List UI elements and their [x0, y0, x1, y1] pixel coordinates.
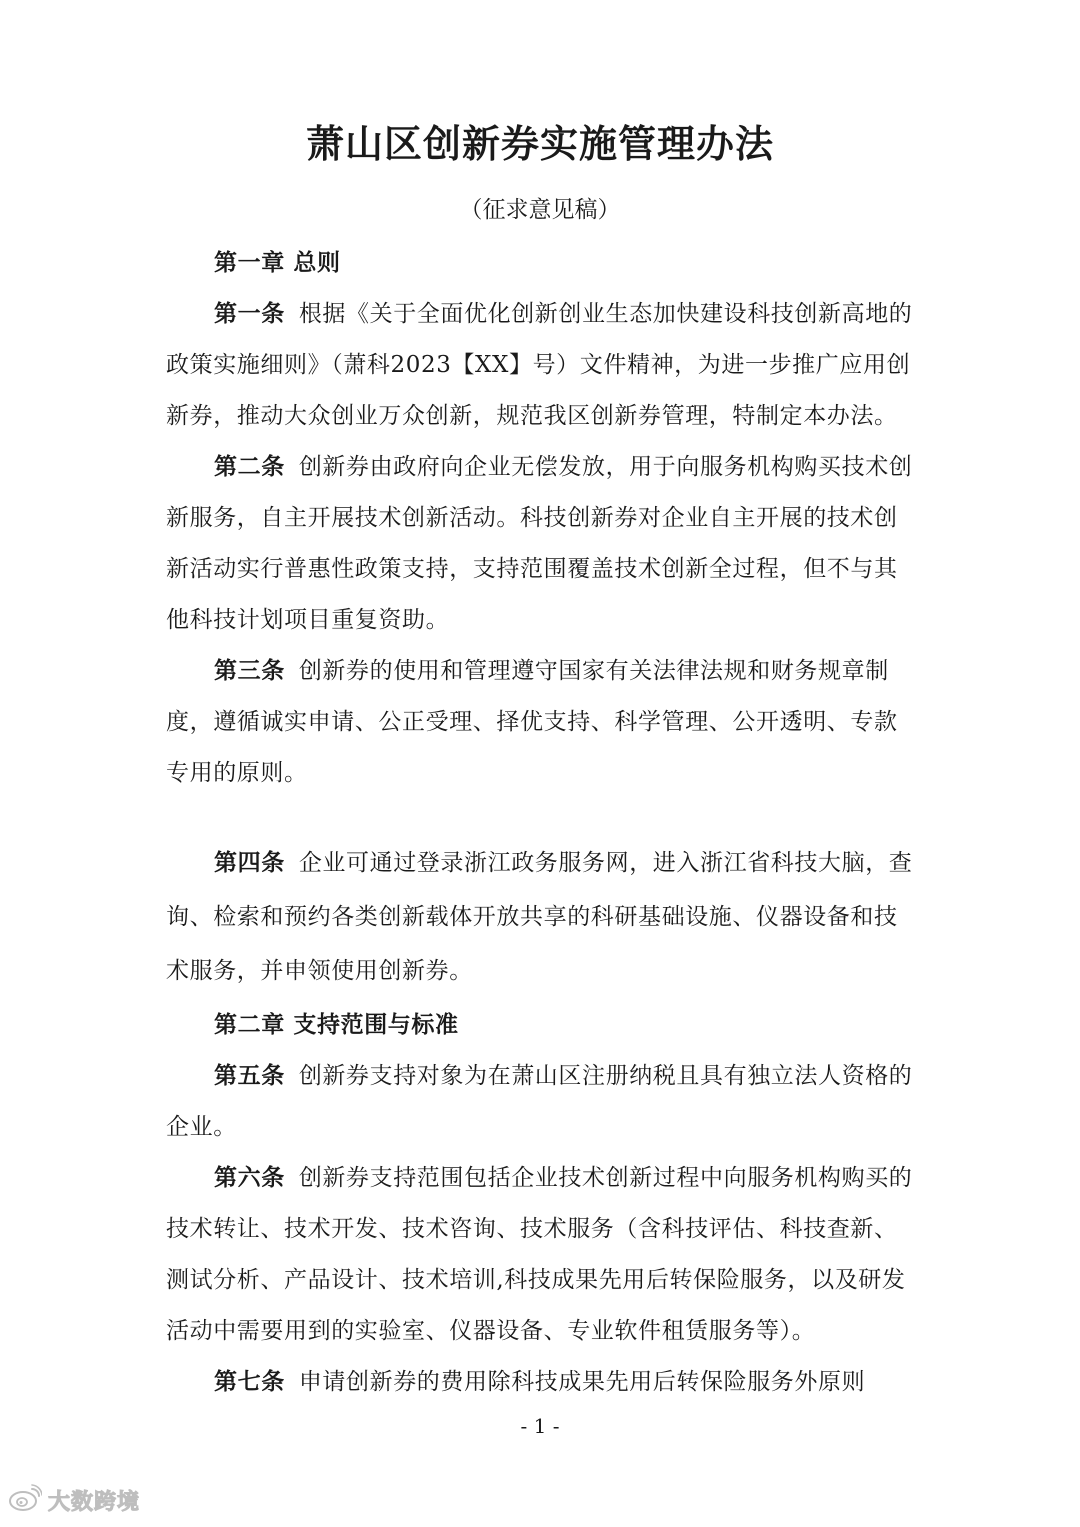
article-4-text: 企业可通过登录浙江政务服务网，进入浙江省科技大脑，查询、检索和预约各类创新载体开放共享的科研基础设施、仪器设备和技术服务，并申领使用创新券。	[166, 850, 913, 984]
article-7-text: 申请创新券的费用除科技成果先用后转保险服务外原则	[298, 1369, 866, 1395]
article-6-text: 创新券支持范围包括企业技术创新过程中向服务机构购买的技术转让、技术开发、技术咨询、技术服务（含科技评估、科技查新、测试分析、产品设计、技术培训,科技成果先用后转保险服务，以及研发活动中需要用到的实验室、仪器设备、专业软件租赁服务等）。	[166, 1165, 913, 1344]
article-5	[166, 1051, 918, 1153]
chapter-2-heading: 第二章 支持范围与标准	[214, 1012, 459, 1038]
watermark	[8, 1482, 140, 1518]
article-2	[166, 442, 918, 646]
weibo-logo-icon	[8, 1483, 42, 1517]
section-chapter-1	[166, 238, 918, 799]
article-6-label: 第六条	[214, 1165, 285, 1191]
article-3-label: 第三条	[214, 658, 285, 684]
article-2-text: 创新券由政府向企业无偿发放，用于向服务机构购买技术创新服务，自主开展技术创新活动。科技创新券对企业自主开展的技术创新活动实行普惠性政策支持，支持范围覆盖技术创新全过程，但不与其他科技计划项目重复资助。	[166, 454, 913, 633]
article-7-label: 第七条	[214, 1369, 285, 1395]
article-7	[166, 1357, 918, 1408]
article-1	[166, 289, 918, 442]
section-article-4	[166, 836, 918, 998]
article-6	[166, 1153, 918, 1357]
article-2-label: 第二条	[214, 454, 285, 480]
page-number: - 1 -	[520, 1414, 560, 1438]
section-chapter-2	[166, 1000, 918, 1408]
chapter-1-heading: 第一章 总则	[214, 250, 341, 276]
article-1-label: 第一条	[214, 301, 285, 327]
article-5-text: 创新券支持对象为在萧山区注册纳税且具有独立法人资格的企业。	[166, 1063, 913, 1140]
article-3-text: 创新券的使用和管理遵守国家有关法律法规和财务规章制度，遵循诚实申请、公正受理、择优支持、科学管理、公开透明、专款专用的原则。	[166, 658, 898, 786]
article-1-text: 根据《关于全面优化创新创业生态加快建设科技创新高地的政策实施细则》（萧科2023【XX】号）文件精神，为进一步推广应用创新券，推动大众创业万众创新，规范我区创新券管理，特制定本办法。	[166, 301, 913, 429]
article-5-label: 第五条	[214, 1063, 285, 1089]
document-title: 萧山区创新券实施管理办法	[305, 122, 774, 166]
article-4-label: 第四条	[214, 850, 285, 876]
article-3	[166, 646, 918, 799]
document-subtitle: （征求意见稿）	[459, 197, 621, 223]
article-4	[166, 836, 918, 998]
watermark-text: 大数跨境	[48, 1489, 141, 1515]
